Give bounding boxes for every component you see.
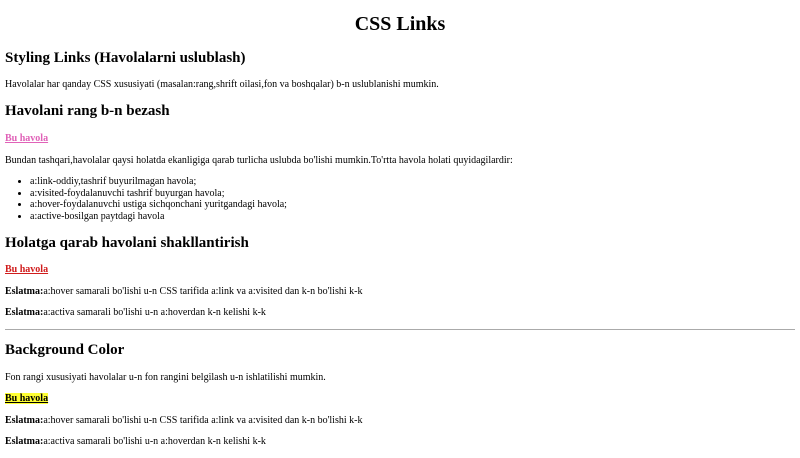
note-label: Eslatma: <box>5 307 44 319</box>
note-label: Eslatma: <box>5 285 44 297</box>
section-heading-background: Background Color <box>5 342 125 359</box>
states-text: Bundan tashqari,havolalar qaysi holatda ekanligiga qarab turlicha uslubda bo'lishi mumkin.To'rtta havola holati quyidagilardir: <box>5 154 513 166</box>
styling-text: Havolalar har qanday CSS xususiyati (masalan:rang,shrift oilasi,fon va boshqalar) b-n uslublanishi mumkin. <box>5 79 439 91</box>
page-title: CSS Links <box>354 13 446 36</box>
note-text: a:activa samarali bo'lishi u-n a:hoverdan k-n kelishi k-k <box>43 436 266 448</box>
note-label: Eslatma: <box>5 436 44 448</box>
list-item: • a:link-oddiy,tashrif buyurilmagan havola; <box>30 176 795 188</box>
note-1 <box>5 286 795 298</box>
red-link[interactable]: Bu havola <box>5 264 49 276</box>
pink-link[interactable]: Bu havola <box>5 133 49 145</box>
note-3 <box>5 415 795 427</box>
section-heading-states: Holatga qarab havolani shakllantirish <box>5 234 249 251</box>
section-heading-color: Havolani rang b-n bezash <box>5 103 170 120</box>
note-label: Eslatma: <box>5 414 44 426</box>
link-states-list <box>5 176 795 222</box>
note-2 <box>5 307 795 319</box>
list-item: • a:active-bosilgan paytdagi havola <box>30 211 795 223</box>
list-item: • a:hover-foydalanuvchi ustiga sichqonchani yuritgandagi havola; <box>30 199 795 211</box>
note-text: a:hover samarali bo'lishi u-n CSS tarifida a:link va a:visited dan k-n bo'lishi k-k <box>43 414 363 426</box>
note-text: a:activa samarali bo'lishi u-n a:hoverdan k-n kelishi k-k <box>43 307 266 319</box>
highlighted-link[interactable]: Bu havola <box>5 393 49 405</box>
red-link-paragraph <box>5 264 795 276</box>
note-text: a:hover samarali bo'lishi u-n CSS tarifida a:link va a:visited dan k-n bo'lishi k-k <box>43 285 363 297</box>
background-text: Fon rangi xususiyati havolalar u-n fon rangini belgilash u-n ishlatilishi mumkin. <box>5 371 326 383</box>
section-heading-styling: Styling Links (Havolalarni uslublash) <box>5 49 246 66</box>
note-4 <box>5 436 795 448</box>
yellow-link-paragraph <box>5 393 795 405</box>
divider <box>5 329 795 330</box>
pink-link-paragraph <box>5 133 795 145</box>
list-item: • a:visited-foydalanuvchi tashrif buyurgan havola; <box>30 188 795 200</box>
